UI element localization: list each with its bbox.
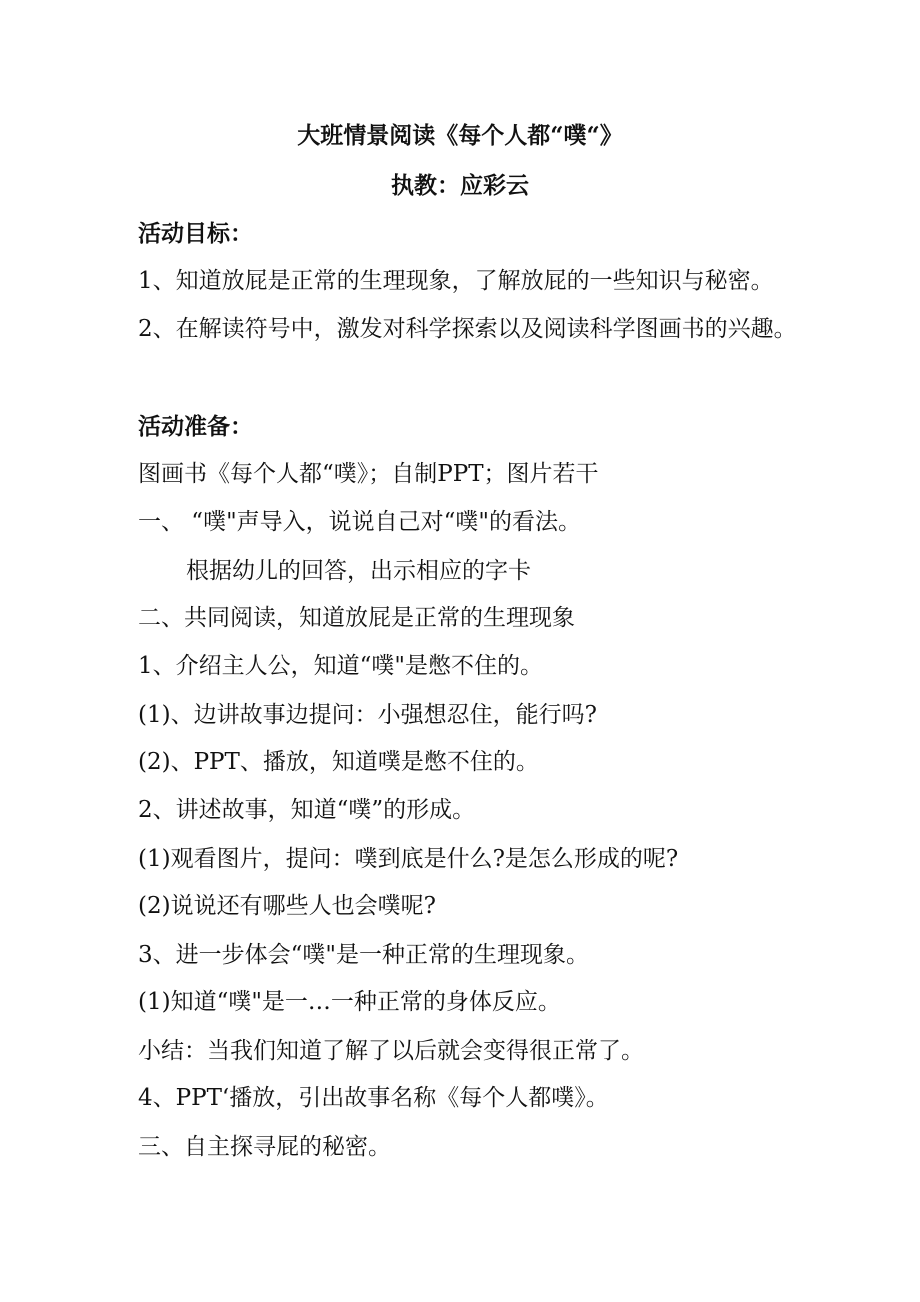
process-line: 2、讲述故事，知道“噗”的形成。 — [138, 797, 476, 823]
process-line: (1)、边讲故事边提问：小强想忍住，能行吗? — [138, 702, 597, 728]
process-line: 4、PPT‘播放，引出故事名称《每个人都噗》。 — [138, 1085, 609, 1111]
process-line: (2)说说还有哪些人也会噗呢? — [138, 893, 436, 919]
process-line: 二、共同阅读，知道放屁是正常的生理现象 — [138, 605, 575, 631]
process-line: 小结：当我们知道了解了以后就会变得很正常了。 — [138, 1038, 644, 1064]
process-line: 根据幼儿的回答，出示相应的字卡 — [186, 558, 531, 584]
process-line: (1)观看图片，提问：噗到底是什么?是怎么形成的呢? — [138, 846, 679, 872]
process-line: 一、 “噗"声导入，说说自己对“噗"的看法。 — [138, 509, 581, 535]
document-title: 大班情景阅读《每个人都“噗“》 — [297, 122, 623, 149]
process-line: 3、进一步体会“噗"是一种正常的生理现象。 — [138, 942, 589, 968]
process-line: (1)知道“噗"是一…一种正常的身体反应。 — [138, 989, 561, 1015]
teacher-line: 执教：应彩云 — [391, 172, 529, 199]
process-line: 三、自主探寻屁的秘密。 — [138, 1134, 391, 1160]
prep-heading: 活动准备： — [138, 413, 253, 440]
process-line: (2)、PPT、播放，知道噗是憋不住的。 — [138, 749, 539, 775]
goals-heading: 活动目标： — [138, 220, 253, 247]
goal-item: 2、在解读符号中，激发对科学探索以及阅读科学图画书的兴趣。 — [138, 316, 797, 342]
process-line: 1、介绍主人公，知道“噗"是憋不住的。 — [138, 653, 543, 679]
prep-materials: 图画书《每个人都“噗》；自制PPT；图片若干 — [138, 461, 599, 487]
goal-item: 1、知道放屁是正常的生理现象，了解放屁的一些知识与秘密。 — [138, 268, 774, 294]
